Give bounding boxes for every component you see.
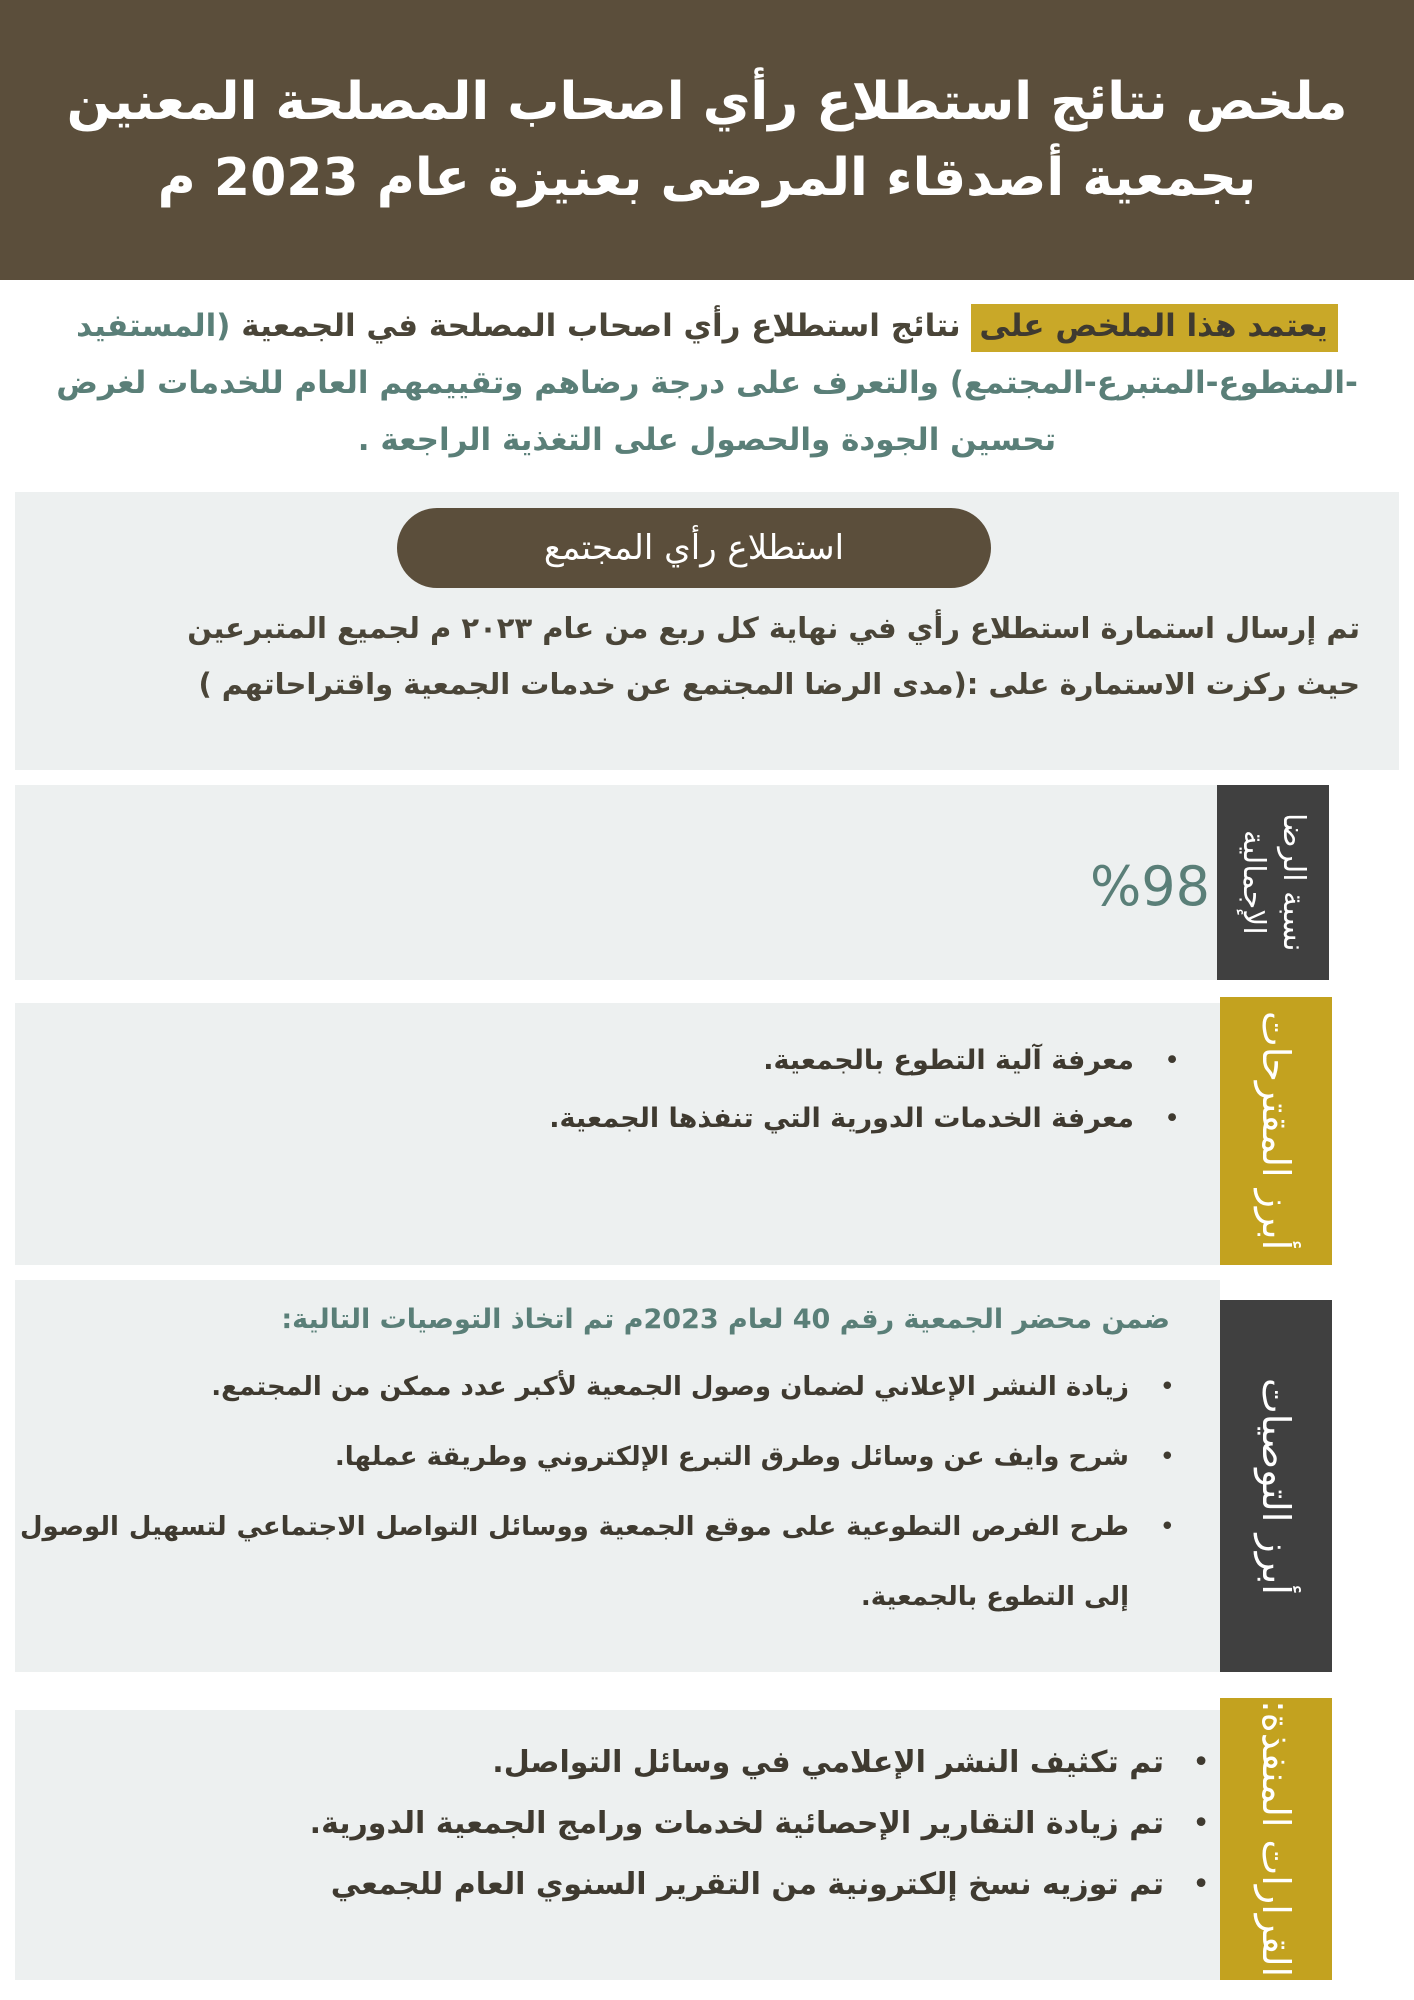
recommendation-item: • شرح وايف عن وسائل وطرق التبرع الإلكتروني وطريقة عملها. [20, 1422, 1175, 1492]
satisfaction-percentage: %98 [1089, 855, 1210, 918]
suggestion-item: • معرفة آلية التطوع بالجمعية. [60, 1032, 1180, 1090]
recommendations-side-label [1220, 1300, 1332, 1672]
recommendations-label-text: أبرز التوصيات [1254, 1377, 1298, 1595]
suggestions-label-text: أبرز المقترحات [1254, 1011, 1298, 1251]
page-header [0, 0, 1414, 280]
decision-item: • تم تكثيف النشر الإعلامي في وسائل التواصل. [60, 1732, 1210, 1793]
decisions-side-label [1220, 1698, 1332, 1980]
satisfaction-label-line1: نسبة الرضا [1276, 813, 1311, 952]
intro-text-2: الجمعية [241, 308, 356, 344]
recommendations-title: ضمن محضر الجمعية رقم 40 لعام 2023م تم اتخاذ التوصيات التالية: [281, 1304, 1170, 1335]
intro-paragraph [30, 298, 1384, 469]
recommendation-item: • طرح الفرص التطوعية على موقع الجمعية ووسائل التواصل الاجتماعي لتسهيل الوصول إلى التطوع بالجمعية. [20, 1492, 1175, 1632]
intro-text-1: نتائج استطلاع رأي اصحاب المصلحة في [355, 308, 972, 344]
decisions-list [60, 1732, 1210, 1915]
suggestion-item: • معرفة الخدمات الدورية التي تنفذها الجمعية. [60, 1090, 1180, 1148]
survey-line-2: حيث ركزت الاستمارة على :(مدى الرضا المجتمع عن خدمات الجمعية واقتراحاتهم ) [198, 667, 1360, 701]
satisfaction-label-line2: الإجمالية [1236, 830, 1271, 935]
intro-text-3: (المستفيد -المتطوع-المتبرع-المجتمع) والتعرف على درجة رضاهم وتقييمهم العام للخدمات لغرض تحسين الجودة والحصول على التغذية الراجعة . [56, 308, 1358, 458]
decision-item: • تم زيادة التقارير الإحصائية لخدمات ورامج الجمعية الدورية. [60, 1793, 1210, 1854]
decision-item: • تم توزيه نسخ إلكترونية من التقرير السنوي العام للجمعي [60, 1854, 1210, 1915]
decisions-label-text: القرارات المنفذة: [1254, 1700, 1298, 1978]
page-title-line1: ملخص نتائج استطلاع رأي اصحاب المصلحة المعنين [66, 72, 1348, 132]
recommendation-item: • زيادة النشر الإعلاني لضمان وصول الجمعية لأكبر عدد ممكن من المجتمع. [20, 1352, 1175, 1422]
survey-line-1: تم إرسال استمارة استطلاع رأي في نهاية كل ربع من عام ٢٠٢٣ م لجميع المتبرعين [187, 611, 1360, 645]
satisfaction-side-label [1217, 785, 1329, 980]
suggestions-list [60, 1032, 1180, 1148]
suggestions-side-label [1220, 997, 1332, 1265]
recommendations-list [20, 1352, 1175, 1632]
survey-pill-label: استطلاع رأي المجتمع [397, 508, 991, 588]
survey-description [50, 600, 1360, 712]
page-title-line2: بجمعية أصدقاء المرضى بعنيزة عام 2023 م [157, 148, 1257, 208]
intro-highlight: يعتمد هذا الملخص على [971, 304, 1337, 352]
